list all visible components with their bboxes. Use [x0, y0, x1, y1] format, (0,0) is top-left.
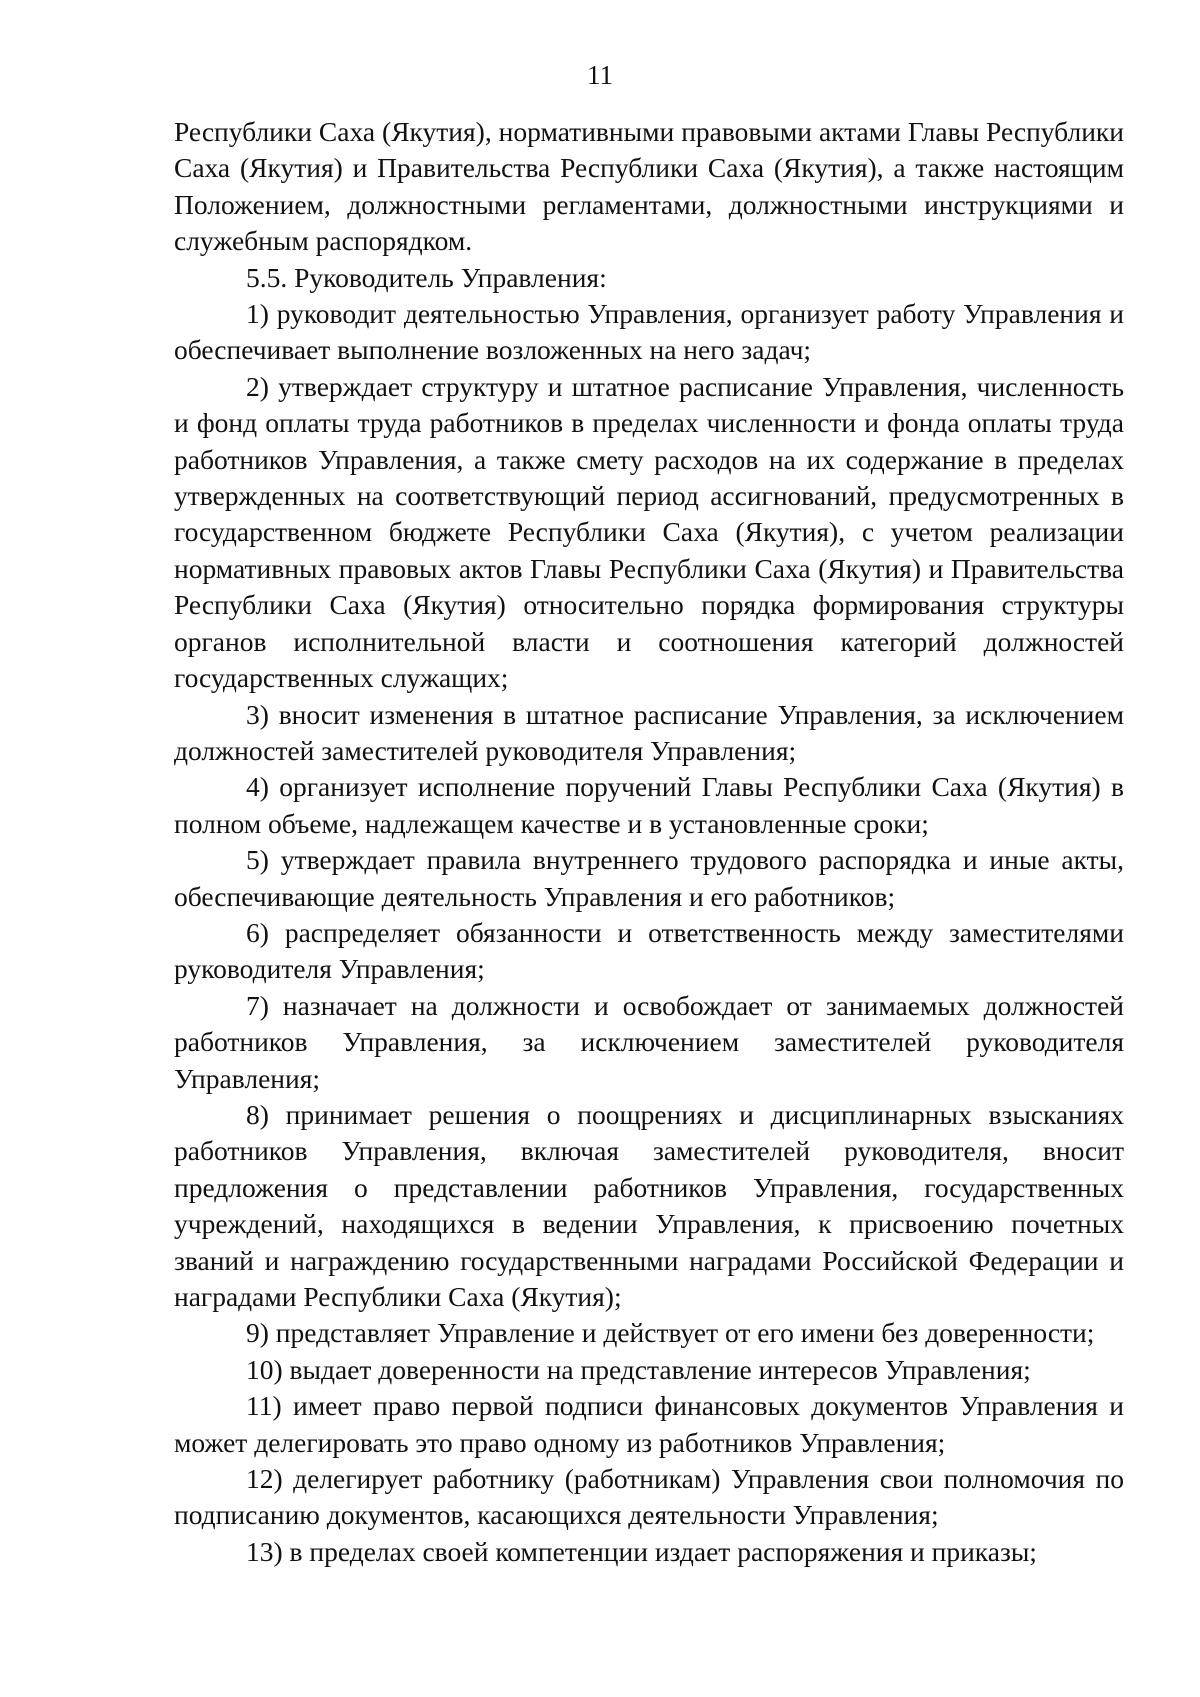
list-item-7: 7) назначает на должности и освобождает от занимаемых должностей работников Управления, за исключением заместителей руководителя Управления; [174, 989, 1124, 1094]
list-item-4: 4) организует исполнение поручений Главы Республики Саха (Якутия) в полном объеме, надлежащем качестве и в установленные сроки; [174, 771, 1124, 839]
list-item-12: 12) делегирует работнику (работникам) Управления свои полномочия по подписанию документов, касающихся деятельности Управления; [174, 1463, 1124, 1531]
list-item-6: 6) распределяет обязанности и ответственность между заместителями руководителя Управления; [174, 916, 1124, 985]
list-item-8: 8) принимает решения о поощрениях и дисциплинарных взысканиях работников Управления, включая заместителей руководителя, вносит предложения о представлении работников Управления, государственных учреждений, находящихся в ведении Управления, к присвоению почетных званий и награждению государственными наградами Российской Федерации и наградами Республики Саха (Якутия); [174, 1098, 1124, 1312]
list-item-11: 11) имеет право первой подписи финансовых документов Управления и может делегировать это право одному из работников Управления; [174, 1390, 1124, 1458]
list-item-2: 2) утверждает структуру и штатное расписание Управления, численность и фонд оплаты труда работников в пределах численности и фонда оплаты труда работников Управления, а также смету расходов на их содержание в пределах утвержденных на соответствующий период ассигнований, предусмотренных в государственном бюджете Республики Саха (Якутия), с учетом реализации нормативных правовых актов Главы Республики Саха (Якутия) и Правительства Республики Саха (Якутия) относительно порядка формирования структуры органов исполнительной власти и соотношения категорий должностей государственных служащих; [174, 370, 1124, 694]
list-item-13: 13) в пределах своей компетенции издает распоряжения и приказы; [246, 1535, 1037, 1567]
list-item-10: 10) выдает доверенности на представление интересов Управления; [246, 1353, 1031, 1385]
page-number: 11 [587, 60, 613, 90]
list-item-5: 5) утверждает правила внутреннего трудового распорядка и иные акты, обеспечивающие деятельность Управления и его работников; [174, 844, 1124, 912]
paragraph-continuation: Республики Саха (Якутия), нормативными правовыми актами Главы Республики Саха (Якутия) и Правительства Республики Саха (Якутия), а также настоящим Положением, должностными регламентами, должностными инструкциями и служебным распорядком. [174, 116, 1124, 257]
list-item-9: 9) представляет Управление и действует от его имени без доверенности; [246, 1317, 1095, 1349]
document-body [174, 114, 1124, 1570]
section-heading-5-5: 5.5. Руководитель Управления: [246, 261, 607, 293]
list-item-1: 1) руководит деятельностью Управления, организует работу Управления и обеспечивает выполнение возложенных на него задач; [174, 298, 1124, 366]
list-item-3: 3) вносит изменения в штатное расписание Управления, за исключением должностей заместителей руководителя Управления; [174, 698, 1124, 766]
